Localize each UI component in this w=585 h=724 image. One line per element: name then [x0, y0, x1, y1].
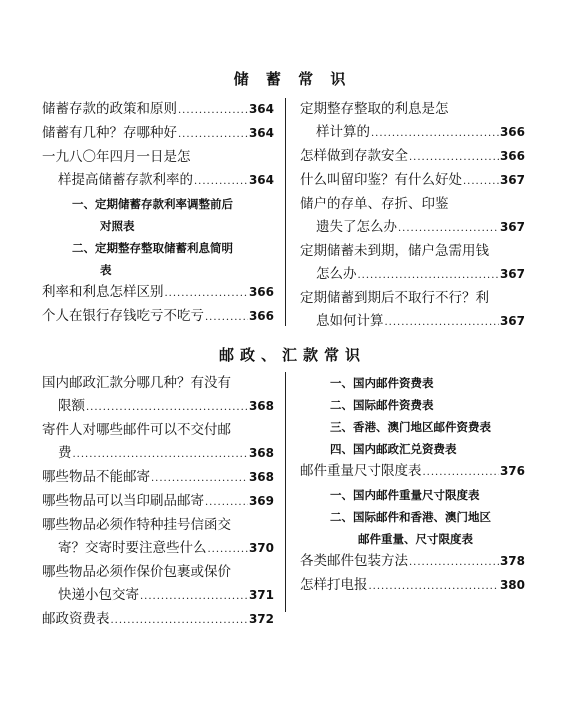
toc-entry-text: 限额 — [58, 398, 85, 414]
toc-entry — [300, 169, 525, 193]
toc-entry-text: 表 — [100, 263, 112, 277]
toc-entry — [42, 514, 274, 537]
toc-entry — [300, 372, 525, 394]
toc-entry-text: 遗失了怎么办 — [316, 219, 397, 235]
toc-page-number: 367 — [499, 314, 525, 328]
toc-entry — [300, 287, 525, 310]
toc-entry-text: 一、定期储蓄存款利率调整前后 — [72, 197, 233, 211]
toc-page-number: 369 — [248, 494, 274, 508]
toc-page-number: 366 — [248, 285, 274, 299]
toc-entry-text: 哪些物品必须作特种挂号信函交 — [42, 517, 231, 533]
toc-entry — [42, 146, 274, 169]
toc-entry-text: 三、香港、澳门地区邮件资费表 — [330, 420, 491, 434]
toc-entry-text: 快递小包交寄 — [58, 587, 139, 603]
section-title-savings: 储 蓄 常 识 — [233, 70, 352, 88]
toc-entry — [300, 484, 525, 506]
toc-entry — [300, 240, 525, 263]
section-title-postal: 邮政、汇款常识 — [218, 346, 366, 364]
toc-entry — [300, 574, 525, 598]
toc-entry — [42, 169, 274, 193]
toc-entry-text: 哪些物品可以当印刷品邮寄 — [42, 493, 204, 509]
toc-page-number: 367 — [499, 267, 525, 281]
toc-entry — [42, 259, 274, 281]
toc-entry-text: 二、国际邮件资费表 — [330, 398, 434, 412]
toc-entry — [300, 216, 525, 240]
dot-leader — [73, 443, 248, 466]
toc-entry-text: 定期整存整取的利息是怎 — [300, 101, 449, 117]
column-divider — [285, 372, 286, 612]
toc-entry-text: 寄件人对哪些邮件可以不交付邮 — [42, 422, 231, 438]
toc-entry-text: 各类邮件包装方法 — [300, 553, 408, 569]
toc-entry-text: 寄？交寄时要注意些什么 — [58, 540, 207, 556]
toc-entry-text: 邮件重量尺寸限度表 — [300, 463, 422, 479]
toc-entry — [42, 372, 274, 395]
toc-entry-text: 样计算的 — [316, 124, 370, 140]
toc-entry — [300, 145, 525, 169]
toc-page-number: 372 — [248, 612, 274, 626]
toc-page-number: 367 — [499, 173, 525, 187]
dot-leader — [194, 170, 248, 193]
toc-page-number: 368 — [248, 446, 274, 460]
toc-entry — [300, 394, 525, 416]
toc-page-number: 366 — [248, 309, 274, 323]
toc-entry — [300, 550, 525, 574]
toc-page-number: 364 — [248, 102, 274, 116]
toc-page-number: 367 — [499, 220, 525, 234]
dot-leader — [423, 461, 499, 484]
toc-entry-text: 利率和利息怎样区别 — [42, 284, 164, 300]
toc-entry-text: 一九八〇年四月一日是怎 — [42, 149, 191, 165]
dot-leader — [151, 467, 248, 490]
dot-leader — [371, 122, 499, 145]
toc-entry-text: 个人在银行存钱吃亏不吃亏 — [42, 308, 204, 324]
dot-leader — [398, 217, 499, 240]
postal-right-column — [300, 372, 525, 598]
toc-entry-text: 怎样做到存款安全 — [300, 148, 408, 164]
toc-entry-text: 二、定期整存整取储蓄利息简明 — [72, 241, 233, 255]
toc-entry-text: 一、国内邮件重量尺寸限度表 — [330, 488, 480, 502]
toc-entry — [300, 193, 525, 216]
toc-entry-text: 二、国际邮件和香港、澳门地区 — [330, 510, 491, 524]
toc-entry — [42, 442, 274, 466]
toc-entry-text: 一、国内邮件资费表 — [330, 376, 434, 390]
dot-leader — [208, 538, 248, 561]
dot-leader — [409, 551, 499, 574]
toc-entry-text: 对照表 — [100, 219, 135, 233]
toc-entry — [42, 561, 274, 584]
postal-left-column — [42, 372, 274, 632]
toc-entry — [300, 506, 525, 528]
toc-entry-text: 邮件重量、尺寸限度表 — [358, 532, 473, 546]
toc-entry — [300, 263, 525, 287]
dot-leader — [205, 491, 248, 514]
dot-leader — [111, 609, 248, 632]
dot-leader — [358, 264, 499, 287]
toc-page-number: 380 — [499, 578, 525, 592]
toc-entry-text: 哪些物品必须作保价包裹或保价 — [42, 564, 231, 580]
toc-entry — [42, 215, 274, 237]
toc-entry — [300, 310, 525, 334]
toc-entry — [300, 460, 525, 484]
toc-entry — [42, 122, 274, 146]
toc-entry — [42, 490, 274, 514]
toc-entry-text: 储蓄存款的政策和原则 — [42, 101, 177, 117]
savings-left-column — [42, 98, 274, 329]
toc-page-number: 370 — [248, 541, 274, 555]
toc-entry — [300, 528, 525, 550]
toc-page-number: 368 — [248, 399, 274, 413]
toc-page-number: 376 — [499, 464, 525, 478]
toc-entry — [300, 438, 525, 460]
toc-page-number: 364 — [248, 173, 274, 187]
dot-leader — [165, 282, 248, 305]
dot-leader — [178, 123, 248, 146]
toc-entry — [300, 121, 525, 145]
toc-entry — [42, 281, 274, 305]
toc-entry-text: 邮政资费表 — [42, 611, 110, 627]
dot-leader — [178, 99, 248, 122]
toc-entry-text: 怎样打电报 — [300, 577, 368, 593]
dot-leader — [409, 146, 499, 169]
column-divider — [285, 98, 286, 326]
toc-entry-text: 息如何计算 — [316, 313, 384, 329]
savings-right-column — [300, 98, 525, 334]
toc-entry-text: 定期储蓄到期后不取行不行？利 — [300, 290, 489, 306]
toc-entry-text: 费 — [58, 445, 72, 461]
dot-leader — [369, 575, 499, 598]
toc-entry — [42, 584, 274, 608]
dot-leader — [385, 311, 499, 334]
toc-entry — [42, 98, 274, 122]
toc-entry — [42, 419, 274, 442]
toc-entry-text: 储蓄有几种？存哪种好 — [42, 125, 177, 141]
dot-leader — [463, 170, 499, 193]
toc-entry — [42, 537, 274, 561]
toc-entry-text: 怎么办 — [316, 266, 357, 282]
toc-entry — [42, 237, 274, 259]
toc-entry — [42, 608, 274, 632]
toc-entry-text: 样提高储蓄存款利率的 — [58, 172, 193, 188]
toc-entry-text: 定期储蓄未到期，储户急需用钱 — [300, 243, 489, 259]
toc-entry — [42, 305, 274, 329]
toc-page-number: 378 — [499, 554, 525, 568]
toc-entry-text: 什么叫留印鉴？有什么好处 — [300, 172, 462, 188]
toc-page-number: 371 — [248, 588, 274, 602]
toc-entry — [300, 416, 525, 438]
dot-leader — [205, 306, 248, 329]
toc-entry-text: 哪些物品不能邮寄 — [42, 469, 150, 485]
toc-page-number: 366 — [499, 149, 525, 163]
dot-leader — [140, 585, 248, 608]
toc-entry-text: 国内邮政汇款分哪几种？有没有 — [42, 375, 231, 391]
dot-leader — [86, 396, 248, 419]
toc-entry-text: 储户的存单、存折、印鉴 — [300, 196, 449, 212]
toc-entry — [300, 98, 525, 121]
toc-entry — [42, 395, 274, 419]
toc-entry — [42, 466, 274, 490]
toc-page-number: 364 — [248, 126, 274, 140]
toc-entry — [42, 193, 274, 215]
toc-page-number: 366 — [499, 125, 525, 139]
toc-entry-text: 四、国内邮政汇兑资费表 — [330, 442, 457, 456]
toc-page-number: 368 — [248, 470, 274, 484]
